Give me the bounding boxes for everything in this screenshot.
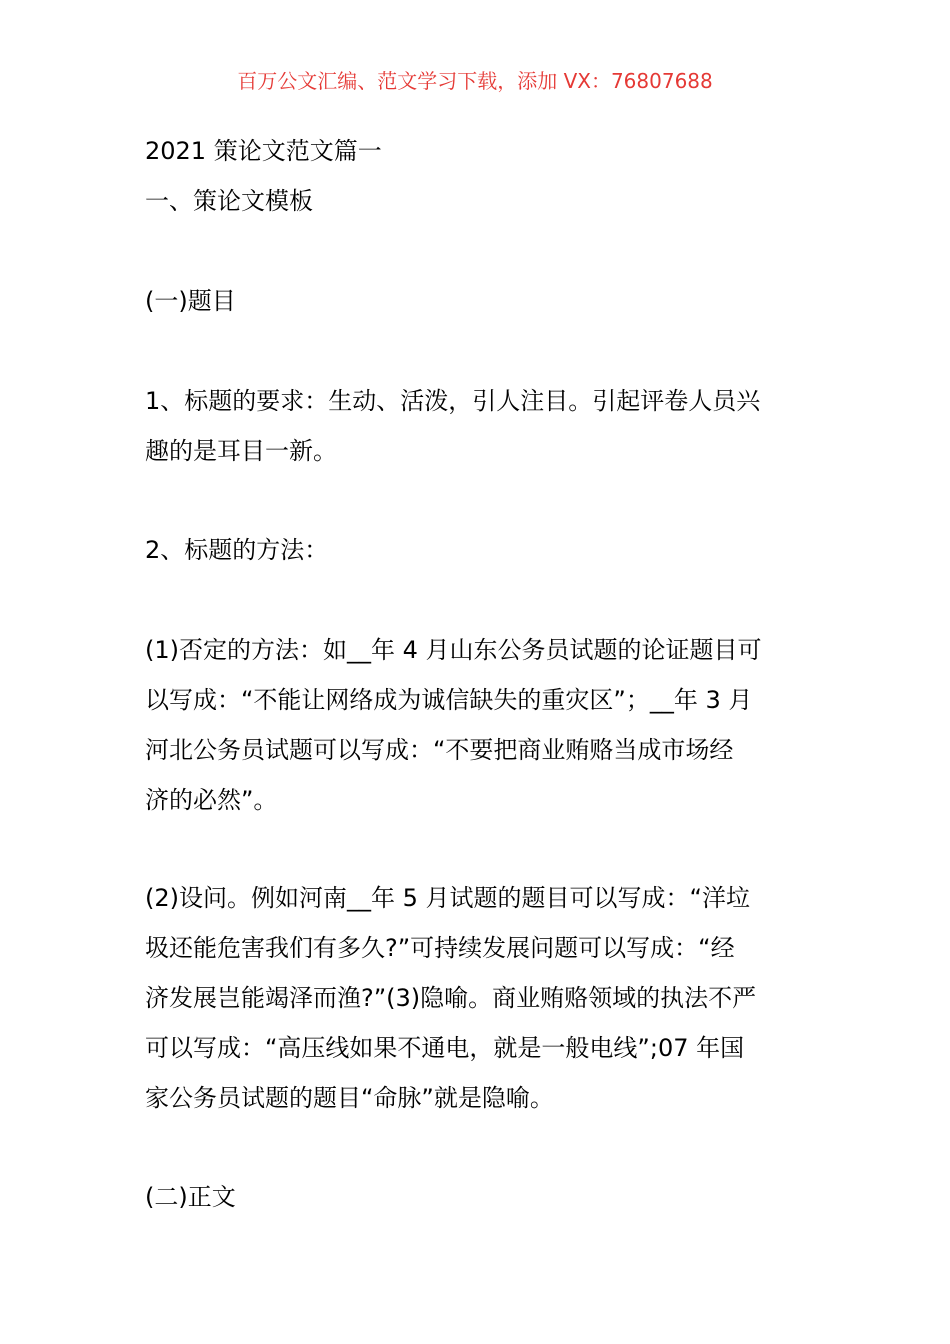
text-line: 1、标题的要求：生动、活泼，引人注目。引起评卷人员兴 — [145, 387, 761, 415]
document-title: 2021 策论文范文篇一 — [145, 137, 382, 165]
text-line: 济的必然”。 — [145, 786, 278, 814]
subsection-heading-2 — [145, 1172, 810, 1222]
text-line: 趣的是耳目一新。 — [145, 437, 337, 465]
text-line: 河北公务员试题可以写成：“不要把商业贿赂当成市场经 — [145, 736, 734, 764]
text-line: 可以写成：“高压线如果不通电，就是一般电线”;07 年国 — [145, 1034, 745, 1062]
paragraph-negation-method — [145, 625, 810, 825]
paragraph-title-requirements — [145, 376, 810, 476]
text-line: (二)正文 — [145, 1183, 236, 1211]
text-line: 济发展岂能竭泽而渔?”(3)隐喻。商业贿赂领域的执法不严 — [145, 984, 757, 1012]
text-line: (一)题目 — [145, 287, 236, 315]
text-line: (2)设问。例如河南__年 5 月试题的题目可以写成：“洋垃 — [145, 884, 750, 912]
text-line: 2、标题的方法： — [145, 536, 329, 564]
text-line: 以写成：“不能让网络成为诚信缺失的重灾区”；__年 3 月 — [145, 686, 753, 714]
paragraph-question-metaphor — [145, 873, 810, 1123]
paragraph-title-methods — [145, 525, 810, 575]
header-banner: 百万公文汇编、范文学习下载，添加 VX：76807688 — [237, 69, 713, 93]
section-heading: 一、策论文模板 — [145, 187, 313, 215]
text-line: 圾还能危害我们有多久?”可持续发展问题可以写成：“经 — [145, 934, 735, 962]
text-line: (1)否定的方法：如__年 4 月山东公务员试题的论证题目可 — [145, 636, 762, 664]
subsection-heading-1 — [145, 276, 810, 326]
text-line: 家公务员试题的题目“命脉”就是隐喻。 — [145, 1084, 554, 1112]
